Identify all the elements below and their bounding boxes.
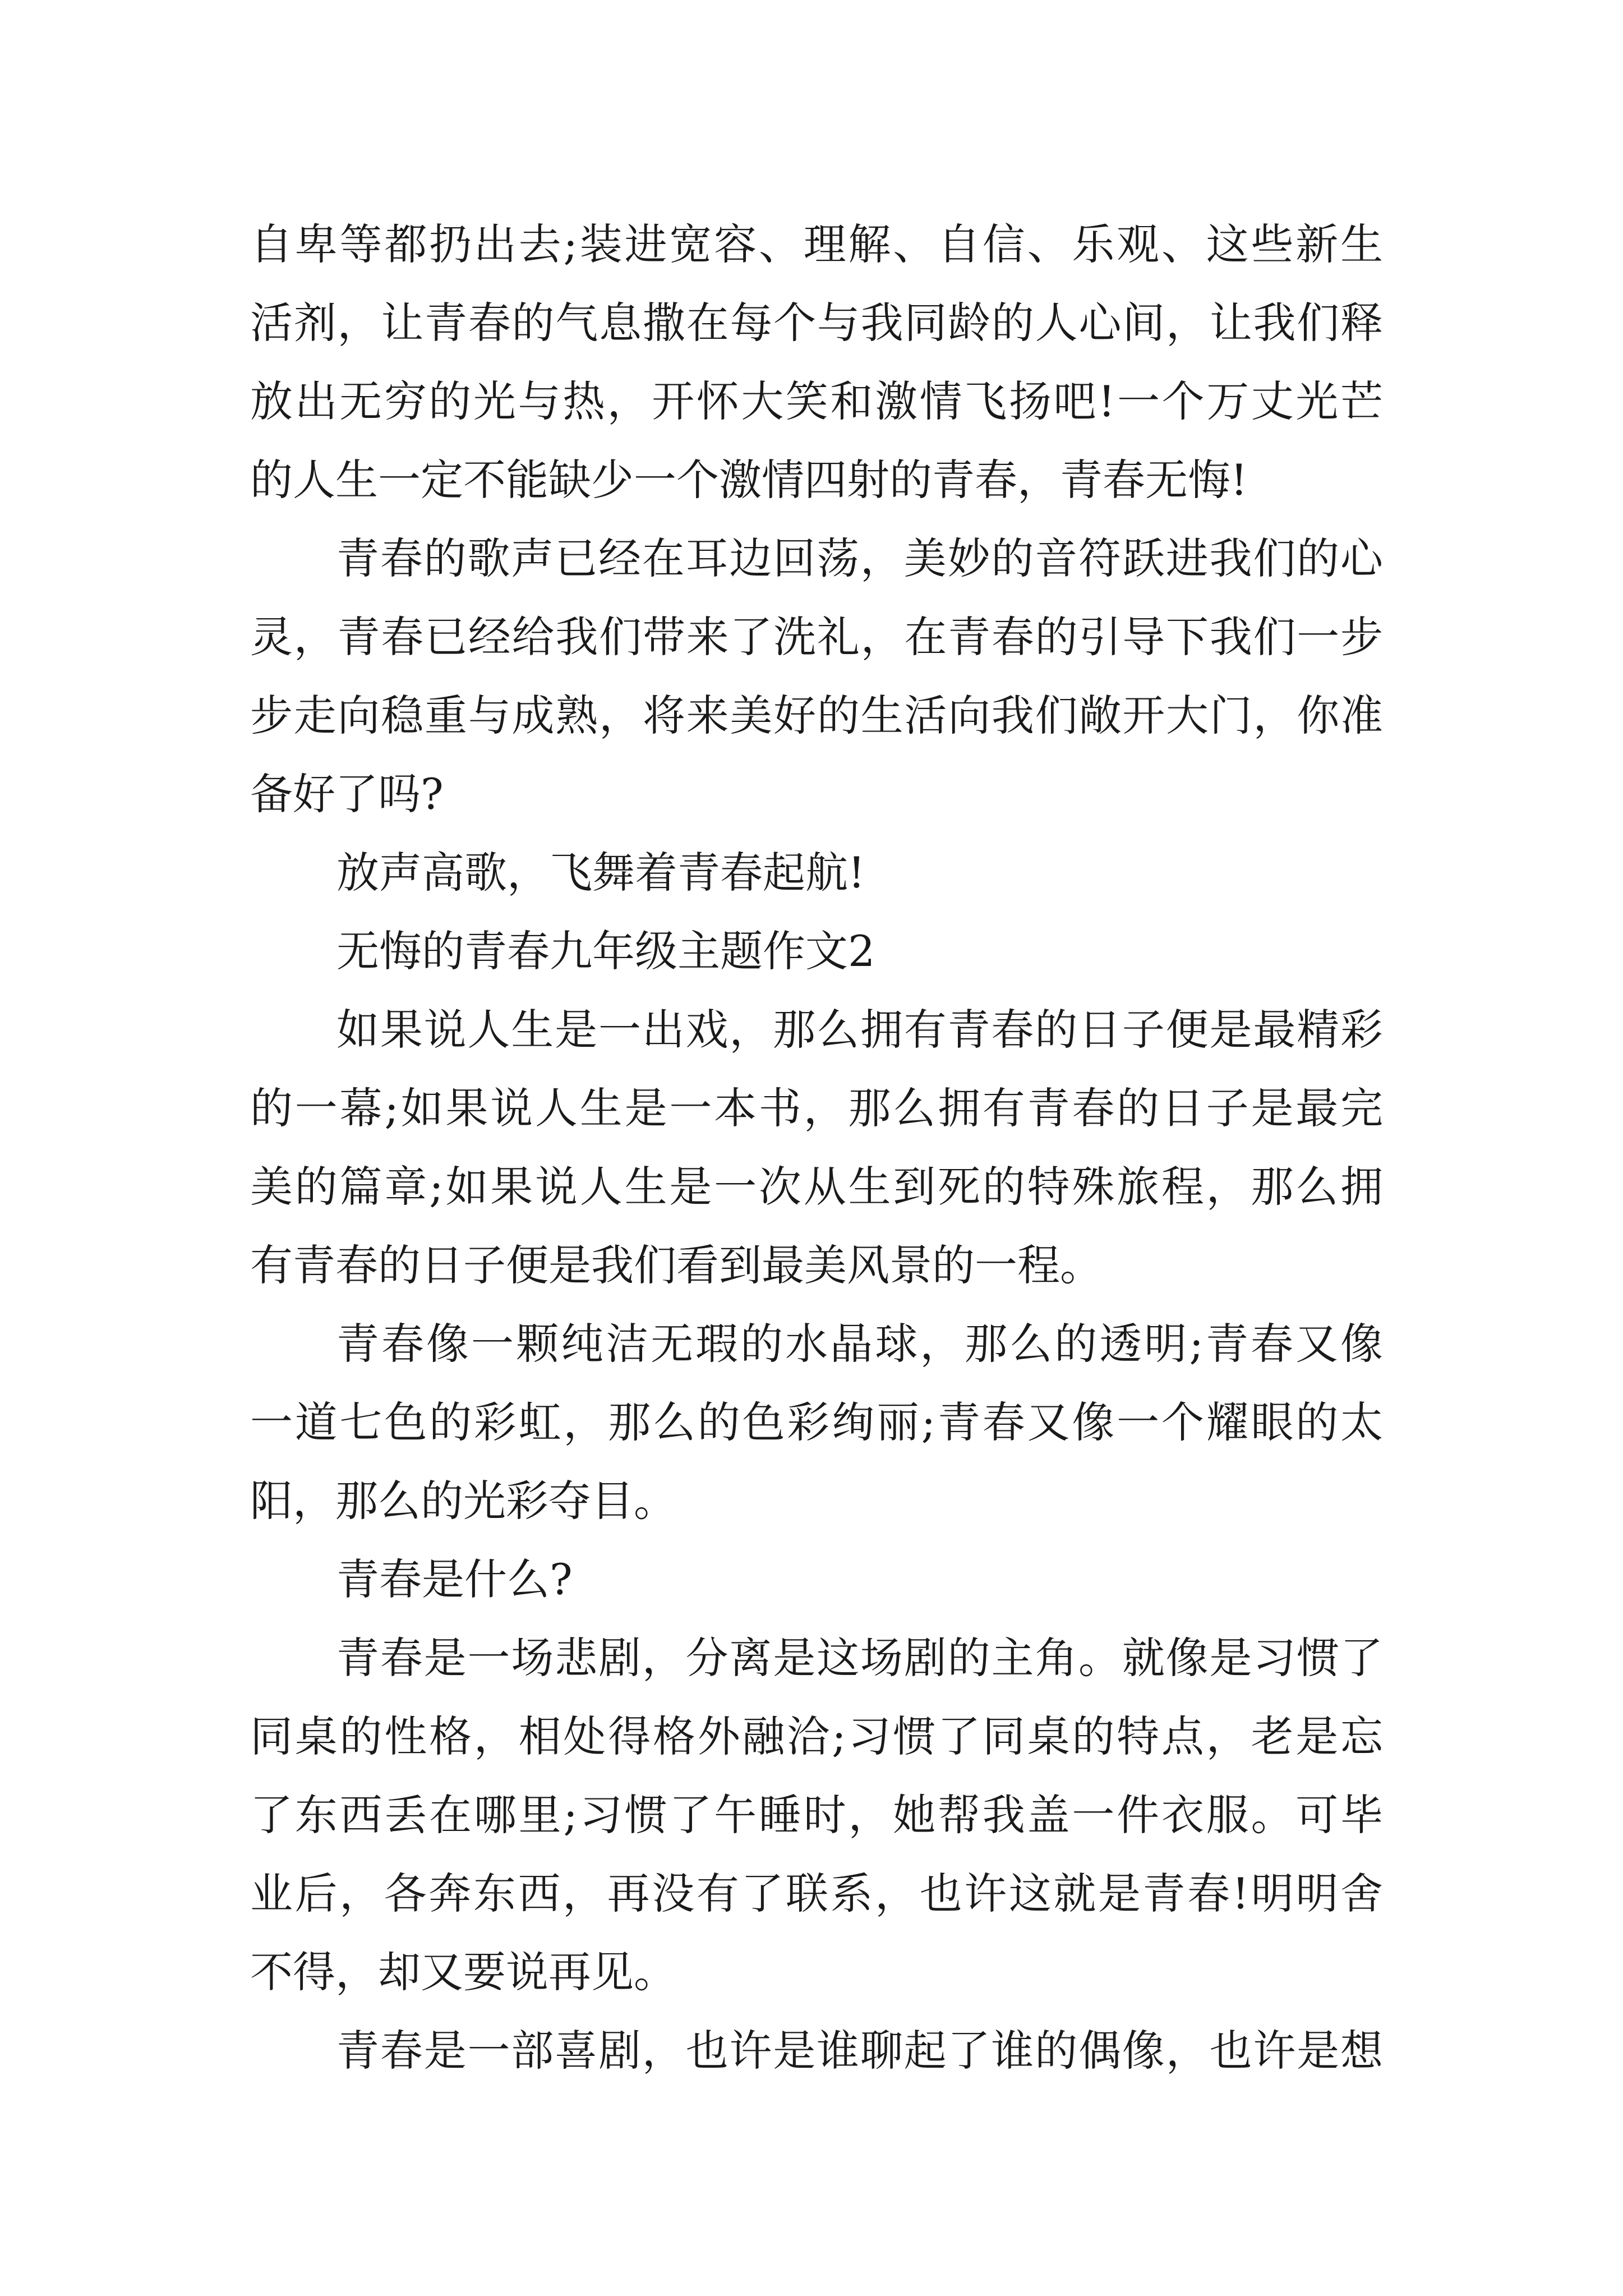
text-line: 的一幕;如果说人生是一本书，那么拥有青春的日子是最完: [250, 1083, 1383, 1133]
text-line: 放出无穷的光与热，开怀大笑和激情飞扬吧!一个万丈光芒: [250, 376, 1383, 426]
text-line: 灵，青春已经给我们带来了洗礼，在青春的引导下我们一步: [250, 612, 1383, 662]
text-line: 备好了吗?: [250, 769, 444, 819]
text-line: 同桌的性格，相处得格外融洽;习惯了同桌的特点，老是忘: [250, 1711, 1383, 1761]
text-line: 阳，那么的光彩夺目。: [250, 1476, 676, 1526]
text-line: 有青春的日子便是我们看到最美风景的一程。: [250, 1240, 1103, 1290]
text-line: 自卑等都扔出去;装进宽容、理解、自信、乐观、这些新生: [250, 219, 1383, 269]
text-line: 了东西丢在哪里;习惯了午睡时，她帮我盖一件衣服。可毕: [250, 1790, 1383, 1840]
text-line: 一道七色的彩虹，那么的色彩绚丽;青春又像一个耀眼的太: [250, 1397, 1383, 1447]
text-line: 活剂，让青春的气息撒在每个与我同龄的人心间，让我们释: [250, 298, 1383, 348]
text-line: 美的篇章;如果说人生是一次从生到死的特殊旅程，那么拥: [250, 1162, 1383, 1212]
text-line: 业后，各奔东西，再没有了联系，也许这就是青春!明明舍: [250, 1869, 1383, 1918]
text-line: 青春是什么?: [336, 1554, 573, 1604]
text-line: 青春是一场悲剧，分离是这场剧的主角。就像是习惯了: [336, 1633, 1383, 1683]
text-line: 放声高歌，飞舞着青春起航!: [336, 848, 865, 898]
text-line: 不得，却又要说再见。: [250, 1947, 676, 1997]
text-line: 如果说人生是一出戏，那么拥有青春的日子便是最精彩: [336, 1005, 1383, 1055]
section-title: 无悔的青春九年级主题作文2: [336, 926, 875, 976]
text-line: 青春是一部喜剧，也许是谁聊起了谁的偶像，也许是想: [336, 2026, 1383, 2076]
text-line: 的人生一定不能缺少一个激情四射的青春，青春无悔!: [250, 455, 1248, 505]
text-line: 青春像一颗纯洁无瑕的水晶球，那么的透明;青春又像: [336, 1319, 1383, 1369]
text-line: 步走向稳重与成熟，将来美好的生活向我们敞开大门，你准: [250, 691, 1383, 740]
text-line: 青春的歌声已经在耳边回荡，美妙的音符跃进我们的心: [336, 533, 1383, 583]
